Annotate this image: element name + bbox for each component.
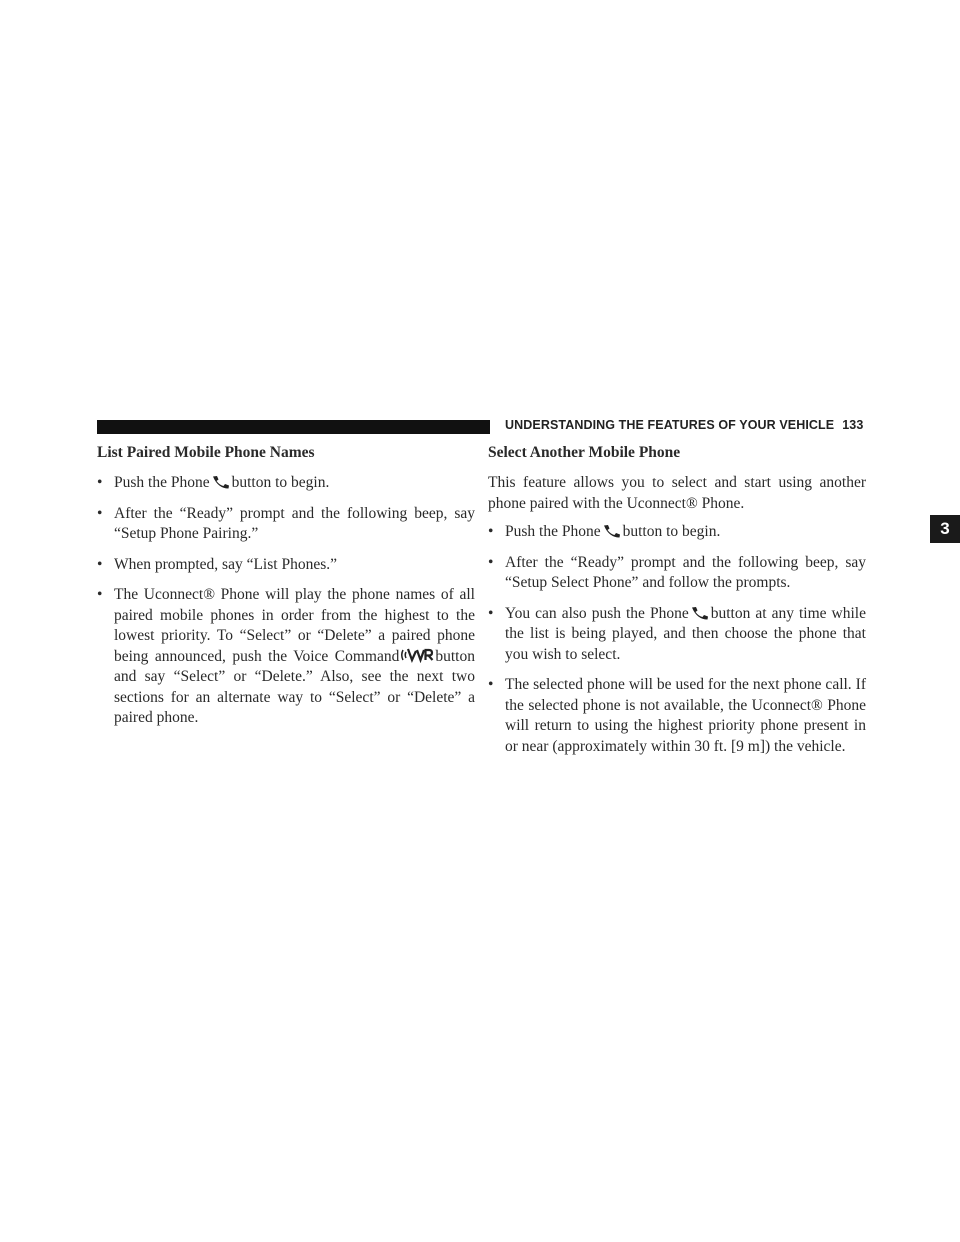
intro-paragraph: This feature allows you to select and start using another phone paired with the Uconnect® Phone. [488,474,866,512]
bullet-point: • [97,586,103,603]
list-item: • After the “Ready” prompt and the following beep, say “Setup Select Phone” and follow the prompts. [488,553,866,591]
bullet-list [97,473,475,729]
list-item: • Push the Phone button to begin. [488,522,866,543]
section-heading: Select Another Mobile Phone [488,444,681,461]
bullet-list [488,522,866,757]
phone-icon [690,606,710,620]
chapter-tab: 3 [930,515,960,543]
list-item: • When prompted, say “List Phones.” [97,555,475,576]
list-item: • The Uconnect® Phone will play the phone names of all paired mobile phones in order from the highest to the lowest priority. To “Select” or “Delete” a paired phone being announced, push the Voice Command button and say “Select” or “Delete.” Also, see the next two sections for an alternate way to “Select” or “Delete” a paired phone. [97,586,475,726]
phone-icon [602,524,622,538]
left-column [97,443,475,739]
list-item: • You can also push the Phone button at any time while the list is being played, and then choose the phone that you wish to select. [488,604,866,663]
section-title: UNDERSTANDING THE FEATURES OF YOUR VEHICLE [505,418,835,432]
bullet-point: • [488,604,494,622]
bullet-point: • [97,555,103,573]
header-rule [97,420,490,434]
right-column [488,443,866,767]
phone-icon [211,475,231,489]
list-item: • Push the Phone button to begin. [97,473,475,494]
running-header [505,418,865,436]
bullet-point: • [97,504,103,522]
bullet-point: • [97,474,103,491]
voice-command-icon [400,647,434,663]
bullet-point: • [488,553,494,571]
list-item: • The selected phone will be used for the next phone call. If the selected phone is not available, the Uconnect® Phone will return to using the highest priority phone present in or near (approximately within 30 ft. [9 m]) the vehicle. [488,676,866,755]
list-item: • After the “Ready” prompt and the following beep, say “Setup Phone Pairing.” [97,504,475,542]
bullet-point: • [488,523,494,540]
page-number: 133 [842,418,864,432]
bullet-point: • [488,676,494,693]
section-heading: List Paired Mobile Phone Names [97,444,315,461]
